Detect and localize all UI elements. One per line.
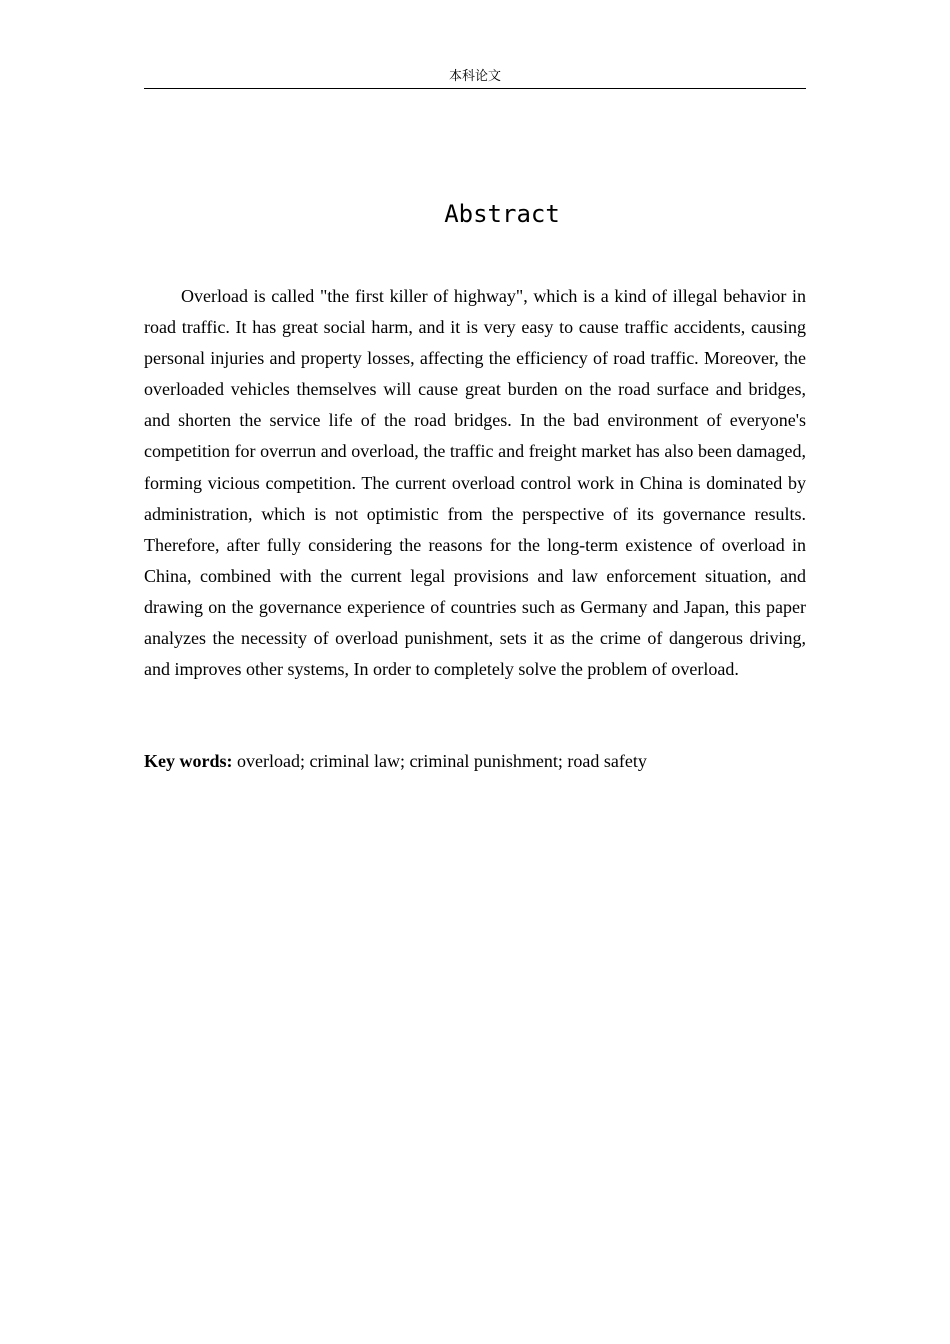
keywords-value: overload; criminal law; criminal punishment; road safety: [232, 751, 647, 771]
header-text: 本科论文: [448, 69, 501, 84]
keywords-line: [144, 746, 806, 777]
page-title: Abstract: [444, 200, 560, 228]
page-header: [144, 66, 806, 89]
keywords-label: Key words:: [144, 751, 233, 771]
abstract-paragraph: Overload is called "the first killer of highway", which is a kind of illegal behavior in road traffic. It has great social harm, and it is very easy to cause traffic accidents, causing personal injuries and property losses, affecting the efficiency of road traffic. Moreover, the overloaded vehicles themselves will cause great burden on the road surface and bridges, and shorten the service life of the road bridges. In the bad environment of everyone's competition for overrun and overload, the traffic and freight market has also been damaged, forming vicious competition. The current overload control work in China is dominated by administration, which is not optimistic from the perspective of its governance results. Therefore, after fully considering the reasons for the long-term existence of overload in China, combined with the current legal provisions and law enforcement situation, and drawing on the governance experience of countries such as Germany and Japan, this paper analyzes the necessity of overload punishment, sets it as the crime of dangerous driving, and improves other systems, In order to completely solve the problem of overload.: [144, 286, 806, 680]
